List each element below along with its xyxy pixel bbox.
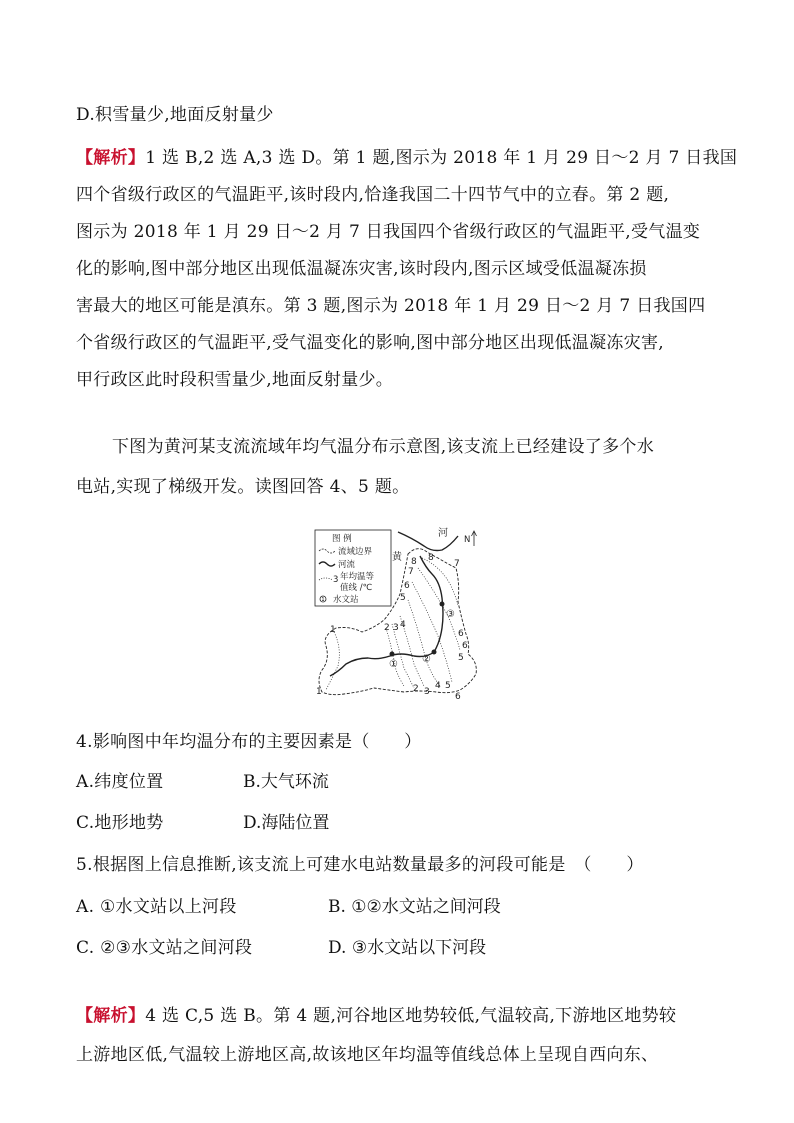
analysis-line-4: 化的影响,图中部分地区出现低温凝冻灾害,该时段内,图示区域受低温凝冻损 [76, 259, 647, 279]
north-label: N [464, 535, 471, 545]
legend-station-label: 水文站 [333, 595, 359, 605]
analysis-line-1 [76, 146, 737, 170]
legend-isotherm-symbol [319, 578, 333, 580]
legend-title: 图 例 [332, 534, 352, 544]
legend-boundary-label: 流域边界 [338, 547, 373, 557]
isotherm-label: 1 [330, 625, 336, 635]
isotherm-label: 7 [454, 559, 460, 569]
isotherm-label: 5 [458, 653, 464, 663]
isotherm-label: 8 [411, 557, 417, 567]
analysis2-line-1 [76, 1004, 676, 1028]
isotherm-label: 3 [424, 687, 430, 697]
q5-option-d: D. ③水文站以下河段 [328, 938, 487, 958]
river-label-he: 河 [438, 528, 448, 539]
isotherm-label: 6 [458, 629, 464, 639]
legend-boundary-symbol [319, 549, 335, 553]
analysis-line-6: 个省级行政区的气温距平,受气温变化的影响,图中部分地区出现低温凝冻灾害, [76, 333, 665, 353]
q4-option-d: D.海陆位置 [243, 813, 330, 833]
isotherm-label: 6 [462, 641, 468, 651]
intro-line-1: 下图为黄河某支流流域年均气温分布示意图,该支流上已经建设了多个水 [112, 437, 655, 457]
isotherm-label: 1 [316, 687, 322, 697]
analysis2-text: 4 选 C,5 选 B。第 4 题,河谷地区地势较低,气温较高,下游地区地势较 [145, 1006, 677, 1026]
analysis-line-5: 害最大的地区可能是滇东。第 3 题,图示为 2018 年 1 月 29 日～2 月 7 日我国四 [76, 296, 706, 316]
analysis-line-3: 图示为 2018 年 1 月 29 日～2 月 7 日我国四个省级行政区的气温距平,受气温变 [76, 222, 701, 242]
station-1-dot [390, 652, 395, 657]
isotherm-label: 3 [393, 623, 399, 633]
isotherm-label: 5 [445, 681, 451, 691]
svg-text:1: 1 [321, 597, 325, 603]
legend-isotherm-label-2: 值线 /℃ [340, 583, 373, 593]
legend-river-label: 河流 [338, 560, 356, 570]
intro-line-2: 电站,实现了梯级开发。读图回答 4、5 题。 [76, 477, 410, 497]
station-2-dot [432, 650, 437, 655]
question-5-stem: 5.根据图上信息推断,该支流上可建水电站数量最多的河段可能是 （ ） [76, 855, 644, 875]
analysis-line-7: 甲行政区此时段积雪量少,地面反射量少。 [76, 370, 394, 390]
q4-option-a: A.纬度位置 [76, 772, 164, 792]
analysis2-line-2: 上游地区低,气温较上游地区高,故该地区年均温等值线总体上呈现自西向东、 [76, 1045, 659, 1065]
river-label-huang: 黄 [392, 552, 402, 563]
isotherm-label: 6 [404, 581, 410, 591]
analysis2-tag: 【解析】 [76, 1006, 146, 1026]
question-4-stem: 4.影响图中年均温分布的主要因素是（ ） [76, 732, 422, 752]
isotherm-label: 2 [384, 623, 390, 633]
yellow-river [398, 532, 458, 551]
q5-option-c: C. ②③水文站之间河段 [76, 938, 253, 958]
river-basin-isotherm-map [300, 524, 490, 704]
station-3-label: ③ [446, 609, 455, 620]
q4-option-c: C.地形地势 [76, 813, 164, 833]
isotherm-label: 2 [413, 684, 419, 694]
station-3-dot [440, 602, 445, 607]
basin-boundary [319, 549, 476, 695]
legend-isotherm-number: 3 [333, 575, 339, 585]
isotherm-label: 6 [455, 692, 461, 702]
isotherm-label: 4 [400, 620, 406, 630]
isotherm-label: 4 [435, 681, 441, 691]
station-2-label: ② [422, 654, 431, 665]
isotherm-label: 8 [428, 553, 434, 563]
station-1-label: ① [389, 659, 398, 670]
q4-option-b: B.大气环流 [243, 772, 329, 792]
analysis-tag: 【解析】 [76, 148, 146, 168]
legend-river-symbol [319, 562, 335, 566]
analysis-text: 1 选 B,2 选 A,3 选 D。第 1 题,图示为 2018 年 1 月 29 日～2 月 7 日我国 [145, 148, 738, 168]
isotherm-label: 7 [408, 567, 414, 577]
option-d-previous: D.积雪量少,地面反射量少 [76, 105, 274, 125]
isotherm-label: 5 [400, 593, 406, 603]
legend-isotherm-label-1: 年均温等 [340, 572, 375, 582]
q5-option-b: B. ①②水文站之间河段 [328, 897, 501, 917]
q5-option-a: A. ①水文站以上河段 [76, 897, 237, 917]
analysis-line-2: 四个省级行政区的气温距平,该时段内,恰逢我国二十四节气中的立春。第 2 题, [76, 185, 670, 205]
